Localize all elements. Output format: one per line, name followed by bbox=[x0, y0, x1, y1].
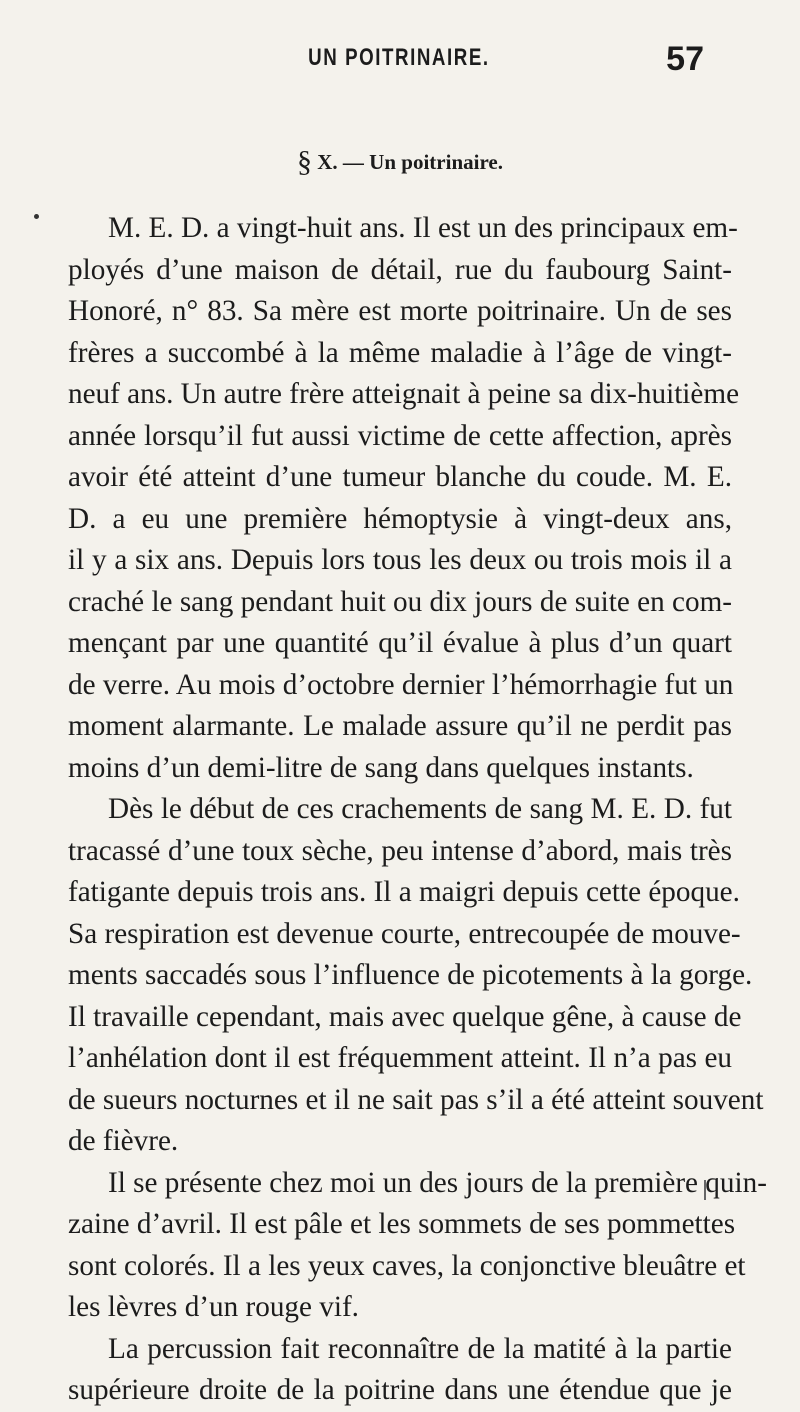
section-symbol: § bbox=[297, 145, 313, 178]
text-line: année lorsqu’il fut aussi victime de cette affection, après bbox=[68, 419, 732, 452]
section-title: X. — Un poitrinaire. bbox=[317, 150, 503, 174]
text-line: avoir été atteint d’une tumeur blanche du coude. M. E. bbox=[68, 461, 732, 493]
text-line: sont colorés. Il a les yeux caves, la conjonctive bleuâtre et bbox=[68, 1249, 746, 1282]
text-line: tracassé d’une toux sèche, peu intense d’abord, mais très bbox=[68, 834, 732, 867]
text-line: ments saccadés sous l’influence de picotements à la gorge. bbox=[68, 959, 753, 991]
page-number: 57 bbox=[666, 40, 704, 78]
text-line: de fièvre. bbox=[68, 1125, 179, 1157]
margin-dot bbox=[34, 214, 39, 219]
section-heading bbox=[0, 145, 800, 179]
text-line: l’anhélation dont il est fréquemment atteint. Il n’a pas eu bbox=[68, 1042, 732, 1074]
text-line: M. E. D. a vingt-huit ans. Il est un des principaux em- bbox=[108, 212, 738, 244]
running-title: UN POITRINAIRE. bbox=[308, 44, 490, 71]
text-line: mençant par une quantité qu’il évalue à plus d’un quart bbox=[68, 627, 732, 659]
text-line: Il se présente chez moi un des jours de la première quin- bbox=[108, 1166, 767, 1199]
text-line: neuf ans. Un autre frère atteignait à peine sa dix-huitième bbox=[68, 378, 740, 410]
text-line: ployés d’une maison de détail, rue du faubourg Saint- bbox=[68, 253, 732, 286]
text-line: supérieure droite de la poitrine dans une étendue que je bbox=[68, 1374, 732, 1406]
text-line: Dès le début de ces crachements de sang M. E. D. fut bbox=[108, 793, 732, 825]
text-line: Il travaille cependant, mais avec quelque gêne, à cause de bbox=[68, 1000, 742, 1033]
text-line: zaine d’avril. Il est pâle et les sommets de ses pommettes bbox=[68, 1208, 736, 1240]
text-line: il y a six ans. Depuis lors tous les deux ou trois mois il a bbox=[68, 544, 732, 576]
text-line: fatigante depuis trois ans. Il a maigri depuis cette époque. bbox=[68, 876, 740, 908]
text-line: de verre. Au mois d’octobre dernier l’hémorrhagie fut un bbox=[68, 668, 734, 701]
text-line: moins d’un demi-litre de sang dans quelques instants. bbox=[68, 751, 694, 784]
text-line: Sa respiration est devenue courte, entrecoupée de mouve- bbox=[68, 917, 741, 950]
text-line: de sueurs nocturnes et il ne sait pas s’il a été atteint souvent bbox=[68, 1083, 764, 1116]
text-line: moment alarmante. Le malade assure qu’il ne perdit pas bbox=[68, 710, 732, 742]
text-line: craché le sang pendant huit ou dix jours de suite en com- bbox=[68, 585, 732, 618]
body-text bbox=[68, 208, 767, 1412]
running-header bbox=[0, 40, 800, 80]
text-line: D. a eu une première hémoptysie à vingt-deux ans, bbox=[68, 502, 732, 535]
text-line: La percussion fait reconnaître de la matité à la partie bbox=[108, 1332, 732, 1365]
text-line: frères a succombé à la même maladie à l’âge de vingt- bbox=[68, 336, 732, 369]
text-line: Honoré, n° 83. Sa mère est morte poitrinaire. Un de ses bbox=[68, 295, 732, 327]
text-line: les lèvres d’un rouge vif. bbox=[68, 1291, 359, 1323]
